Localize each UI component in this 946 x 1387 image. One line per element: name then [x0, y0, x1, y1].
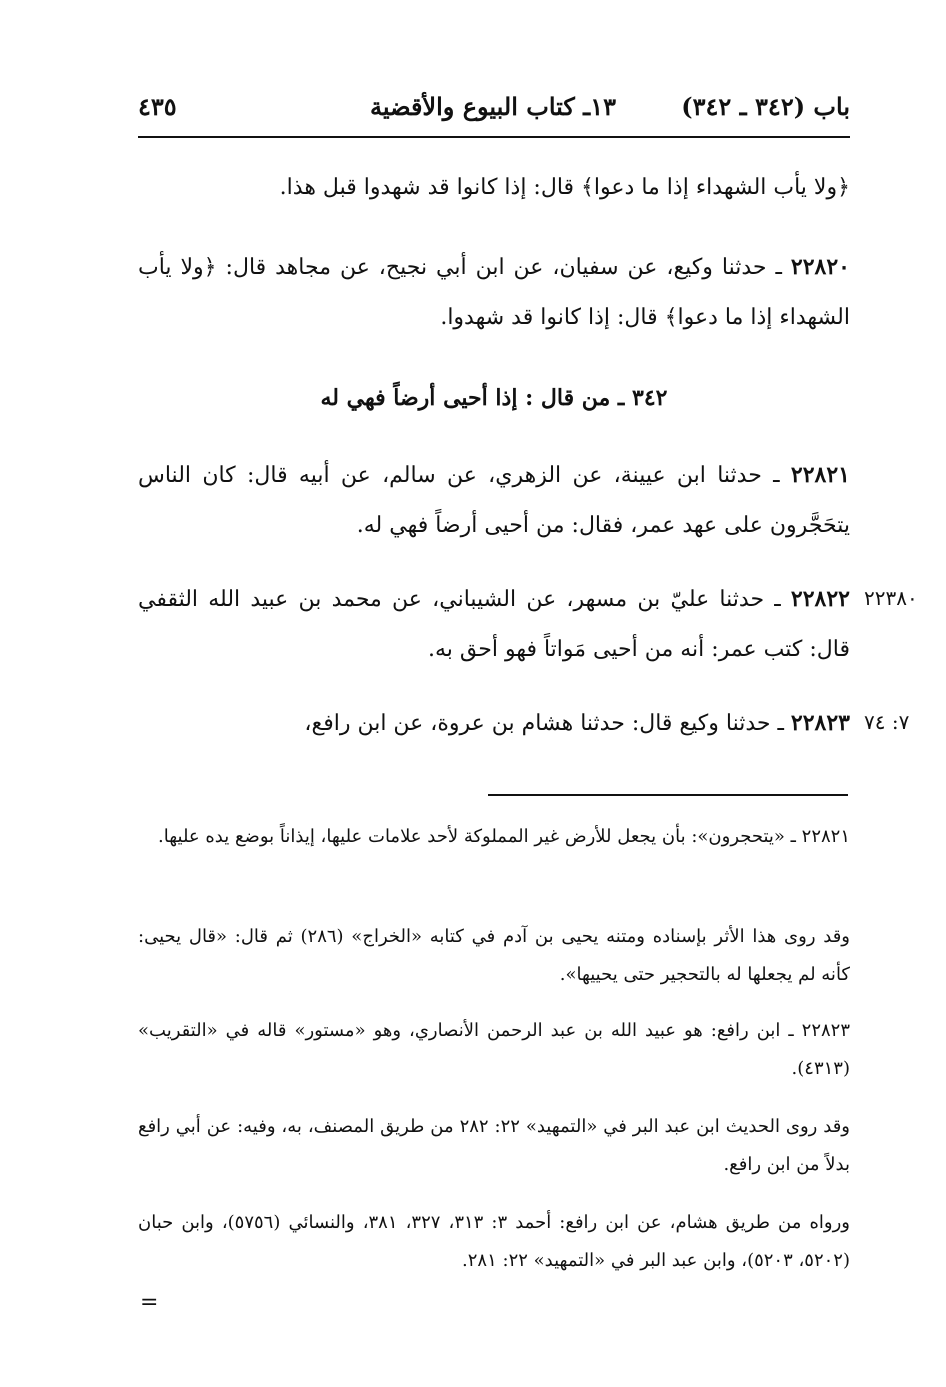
- hadith-text: ـ حدثنا وكيع قال: حدثنا هشام بن عروة، عن ابن رافع،: [304, 711, 791, 736]
- footnote-22821: ٢٢٨٢١ ـ «يتحجرون»: بأن يجعل للأرض غير المملوكة لأحد علامات عليها، إيذاناً بوضع يده عليها.: [158, 826, 850, 847]
- page-number: ٤٣٥: [138, 92, 177, 121]
- paragraph-continuation: [138, 163, 850, 213]
- header-rule: [138, 136, 850, 138]
- footnote-separator: [488, 794, 848, 796]
- margin-volume-page: ٧: ٧٤: [864, 710, 910, 734]
- footnote-22823-b: وقد روى الحديث ابن عبد البر في «التمهيد» ٢٢: ٢٨٢ من طريق المصنف، به، وفيه: عن أبي رافع بدلاً من ابن رافع.: [138, 1116, 850, 1175]
- hadith-text: ـ حدثنا ابن عيينة، عن الزهري، عن سالم، عن أبيه قال: كان الناس يتحَجَّرون على عهد عمر، فقال: من أحيى أرضاً فهي له.: [138, 463, 850, 538]
- hadith-text: ـ حدثنا وكيع، عن سفيان، عن ابن أبي نجيح، عن مجاهد قال: ﴿ولا يأب الشهداء إذا ما دعوا﴾ قال: إذا كانوا قد شهدوا.: [138, 255, 850, 330]
- section-heading: ٣٤٢ ـ من قال : إذا أحيى أرضاً فهي له: [320, 385, 668, 411]
- hadith-number: ٢٢٨٢٣: [790, 710, 850, 736]
- running-header: [138, 88, 850, 132]
- hadith-22820: [138, 242, 850, 343]
- hadith-number: ٢٢٨٢٢: [790, 586, 850, 612]
- margin-cross-reference: ٢٢٣٨٠: [864, 586, 918, 610]
- hadith-text: ـ حدثنا عليّ بن مسهر، عن الشيباني، عن محمد بن عبيد الله الثقفي قال: كتب عمر: أنه من أحيى مَواتاً فهو أحق به.: [138, 587, 850, 662]
- book-title: ١٣ـ كتاب البيوع والأقضية: [370, 92, 616, 121]
- hadith-number: ٢٢٨٢١: [790, 462, 850, 488]
- continuation-mark: =: [140, 1290, 159, 1315]
- paragraph-text: ﴿ولا يأب الشهداء إذا ما دعوا﴾ قال: إذا كانوا قد شهدوا قبل هذا.: [279, 175, 850, 200]
- hadith-22823: [138, 698, 850, 749]
- footnote-22821-b: وقد روى هذا الأثر بإسناده ومتنه يحيى بن آدم في كتابه «الخراج» (٢٨٦) ثم قال: «قال يحيى: كأنه لم يجعلها له بالتحجير حتى يحييها».: [138, 926, 851, 985]
- footnote-22823-c: ورواه من طريق هشام، عن ابن رافع: أحمد ٣: ٣١٣، ٣٢٧، ٣٨١، والنسائي (٥٧٥٦)، وابن حبان (٥٢٠٢، ٥٢٠٣)، وابن عبد البر في «التمهيد» ٢٢: ٢٨١.: [138, 1212, 850, 1271]
- footnote-22823: ٢٢٨٢٣ ـ ابن رافع: هو عبيد الله بن عبد الرحمن الأنصاري، وهو «مستور» قاله في «التقريب» (٤٣١٣).: [138, 1020, 850, 1079]
- chapter-range: باب (٣٤٢ ـ ٣٤٢): [681, 92, 850, 121]
- hadith-number: ٢٢٨٢٠: [790, 254, 850, 280]
- hadith-22821: [138, 450, 850, 551]
- hadith-22822: [138, 574, 850, 675]
